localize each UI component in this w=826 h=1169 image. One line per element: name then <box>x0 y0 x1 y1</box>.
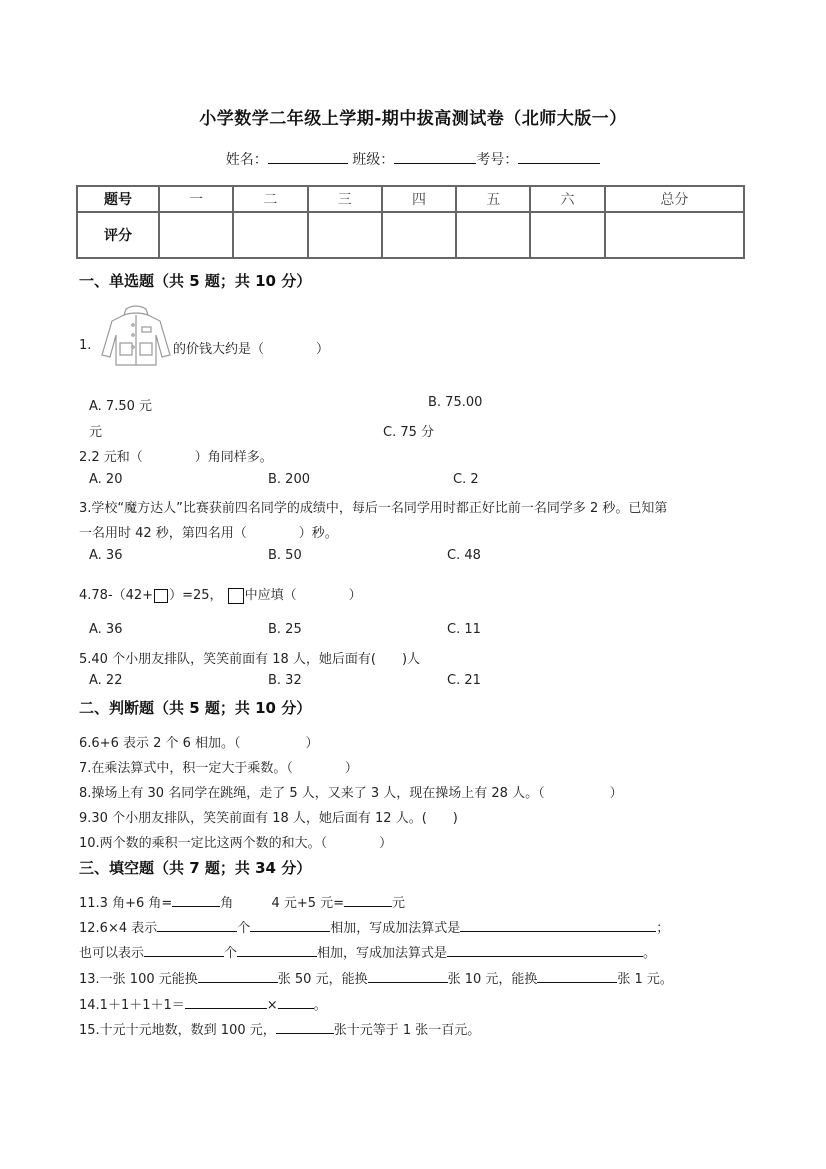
option-c[interactable]: C. 21 <box>447 673 481 688</box>
q12-part: 相加，写成加法算式是 <box>317 946 448 961</box>
q12-part: 个 <box>224 946 238 961</box>
header-cell: 六 <box>530 186 604 212</box>
score-row-label: 评分 <box>77 212 159 258</box>
q12-part: 。 <box>643 946 657 961</box>
name-label: 姓名： <box>225 152 268 168</box>
question-8-text: 8.操场上有 30 名同学在跳绳，走了 5 人，又来了 3 人，现在操场上有 28 人。（ ） <box>79 786 623 801</box>
q11-part: 元 <box>392 896 406 911</box>
q12-part: 相加，写成加法算式是 <box>330 921 461 936</box>
q11-part: 角 <box>220 896 234 911</box>
question-1-number: 1. <box>79 338 92 353</box>
answer-blank[interactable] <box>198 968 278 983</box>
question-4-text <box>79 584 362 604</box>
page-title: 小学数学二年级上学期-期中拔高测试卷（北师大版一） <box>199 109 627 129</box>
header-cell-label: 题号 <box>77 186 159 212</box>
option-c[interactable]: C. 48 <box>447 548 481 563</box>
q14-part: 。 <box>313 998 327 1013</box>
question-9-text: 9.30 个小朋友排队，笑笑前面有 18 人，她后面有 12 人。( ) <box>79 811 458 826</box>
q12-part: 也可以表示 <box>79 946 145 961</box>
name-field[interactable] <box>268 149 348 164</box>
answer-blank[interactable] <box>344 892 392 907</box>
answer-blank[interactable] <box>278 994 314 1009</box>
option-a[interactable]: A. 22 <box>89 673 123 688</box>
q15-part: 15.十元十元地数，数到 100 元， <box>79 1023 276 1038</box>
answer-blank[interactable] <box>185 994 267 1009</box>
q12-part: 12.6×4 表示 <box>79 921 158 936</box>
class-field[interactable] <box>394 149 476 164</box>
question-10-text: 10.两个数的乘积一定比这两个数的和大。（ ） <box>79 836 393 851</box>
option-a[interactable]: A. 36 <box>89 548 123 563</box>
option-a[interactable]: A. 7.50 元 <box>89 399 153 414</box>
question-4-part3: 中应填（ ） <box>244 588 362 603</box>
header-cell: 五 <box>456 186 530 212</box>
score-table-score-row <box>77 212 744 258</box>
question-7-text: 7.在乘法算式中，积一定大于乘数。（ ） <box>79 761 358 776</box>
score-cell[interactable] <box>233 212 307 258</box>
option-b[interactable]: B. 25 <box>268 622 302 637</box>
answer-blank[interactable] <box>276 1019 334 1034</box>
header-cell: 总分 <box>605 186 744 212</box>
score-table <box>76 185 745 259</box>
question-11-text <box>79 892 405 911</box>
option-c[interactable]: C. 75 分 <box>383 425 435 440</box>
question-3-text-line1: 3.学校“魔方达人”比赛获前四名同学的成绩中，每后一名同学用时都正好比前一名同学多 2 秒。已知第 <box>79 501 668 516</box>
q11-part: 11.3 角+6 角= <box>79 896 173 911</box>
question-12-line2 <box>79 942 656 961</box>
answer-blank[interactable] <box>460 917 656 932</box>
q11-part: 4 元+5 元= <box>271 896 345 911</box>
answer-blank[interactable] <box>157 917 237 932</box>
q14-part: × <box>266 998 278 1013</box>
score-cell[interactable] <box>159 212 233 258</box>
question-4-part1: 4.78-（42+ <box>79 588 154 603</box>
answer-blank[interactable] <box>237 942 317 957</box>
section-heading-single-choice: 一、单选题（共 5 题；共 10 分） <box>79 272 312 290</box>
q12-part: 个 <box>237 921 251 936</box>
class-label: 班级： <box>352 152 395 168</box>
header-cell: 一 <box>159 186 233 212</box>
answer-blank[interactable] <box>172 892 220 907</box>
answer-blank[interactable] <box>447 942 643 957</box>
option-a[interactable]: A. 20 <box>89 472 123 487</box>
q13-part: 13.一张 100 元能换 <box>79 972 198 987</box>
question-15-text <box>79 1019 480 1038</box>
score-cell[interactable] <box>456 212 530 258</box>
header-cell: 三 <box>308 186 382 212</box>
q13-part: 张 1 元。 <box>617 972 673 987</box>
q12-part: ； <box>656 921 670 936</box>
jacket-image <box>100 303 172 367</box>
question-2-text: 2.2 元和（ ）角同样多。 <box>79 450 273 465</box>
score-table-header-row <box>77 186 744 212</box>
option-b-continued: 元 <box>89 425 103 440</box>
question-3-text-line2: 一名用时 42 秒，第四名用（ ）秒。 <box>79 526 338 541</box>
option-b[interactable]: B. 200 <box>268 472 310 487</box>
header-cell: 二 <box>233 186 307 212</box>
q13-part: 张 10 元，能换 <box>447 972 538 987</box>
exam-number-label: 考号： <box>476 152 519 168</box>
option-a[interactable]: A. 36 <box>89 622 123 637</box>
score-cell[interactable] <box>605 212 744 258</box>
question-1-text: 的价钱大约是（ ） <box>173 342 330 357</box>
q14-part: 14.1＋1＋1＋1＝ <box>79 998 185 1013</box>
q15-part: 张十元等于 1 张一百元。 <box>333 1023 481 1038</box>
question-12-line1 <box>79 917 669 936</box>
answer-blank[interactable] <box>144 942 224 957</box>
question-14-text <box>79 994 327 1013</box>
option-c[interactable]: C. 2 <box>453 472 479 487</box>
answer-blank[interactable] <box>250 917 330 932</box>
student-info-line <box>0 149 826 169</box>
score-cell[interactable] <box>530 212 604 258</box>
score-cell[interactable] <box>382 212 456 258</box>
option-b[interactable]: B. 32 <box>268 673 302 688</box>
header-cell: 四 <box>382 186 456 212</box>
section-heading-fill-blank: 三、填空题（共 7 题；共 34 分） <box>79 859 312 877</box>
question-4-part2: ）=25， <box>169 588 223 603</box>
option-b[interactable]: B. 50 <box>268 548 302 563</box>
score-cell[interactable] <box>308 212 382 258</box>
q13-part: 张 50 元，能换 <box>277 972 368 987</box>
question-6-text: 6.6+6 表示 2 个 6 相加。（ ） <box>79 736 319 751</box>
section-heading-true-false: 二、判断题（共 5 题；共 10 分） <box>79 699 312 717</box>
answer-blank[interactable] <box>537 968 617 983</box>
answer-blank[interactable] <box>368 968 448 983</box>
blank-square-icon <box>154 589 168 603</box>
question-13-text <box>79 968 673 987</box>
question-5-text: 5.40 个小朋友排队，笑笑前面有 18 人，她后面有( )人 <box>79 652 421 667</box>
exam-number-field[interactable] <box>518 149 600 164</box>
blank-square-icon <box>228 588 244 604</box>
option-c[interactable]: C. 11 <box>447 622 481 637</box>
option-b[interactable]: B. 75.00 <box>428 395 483 410</box>
